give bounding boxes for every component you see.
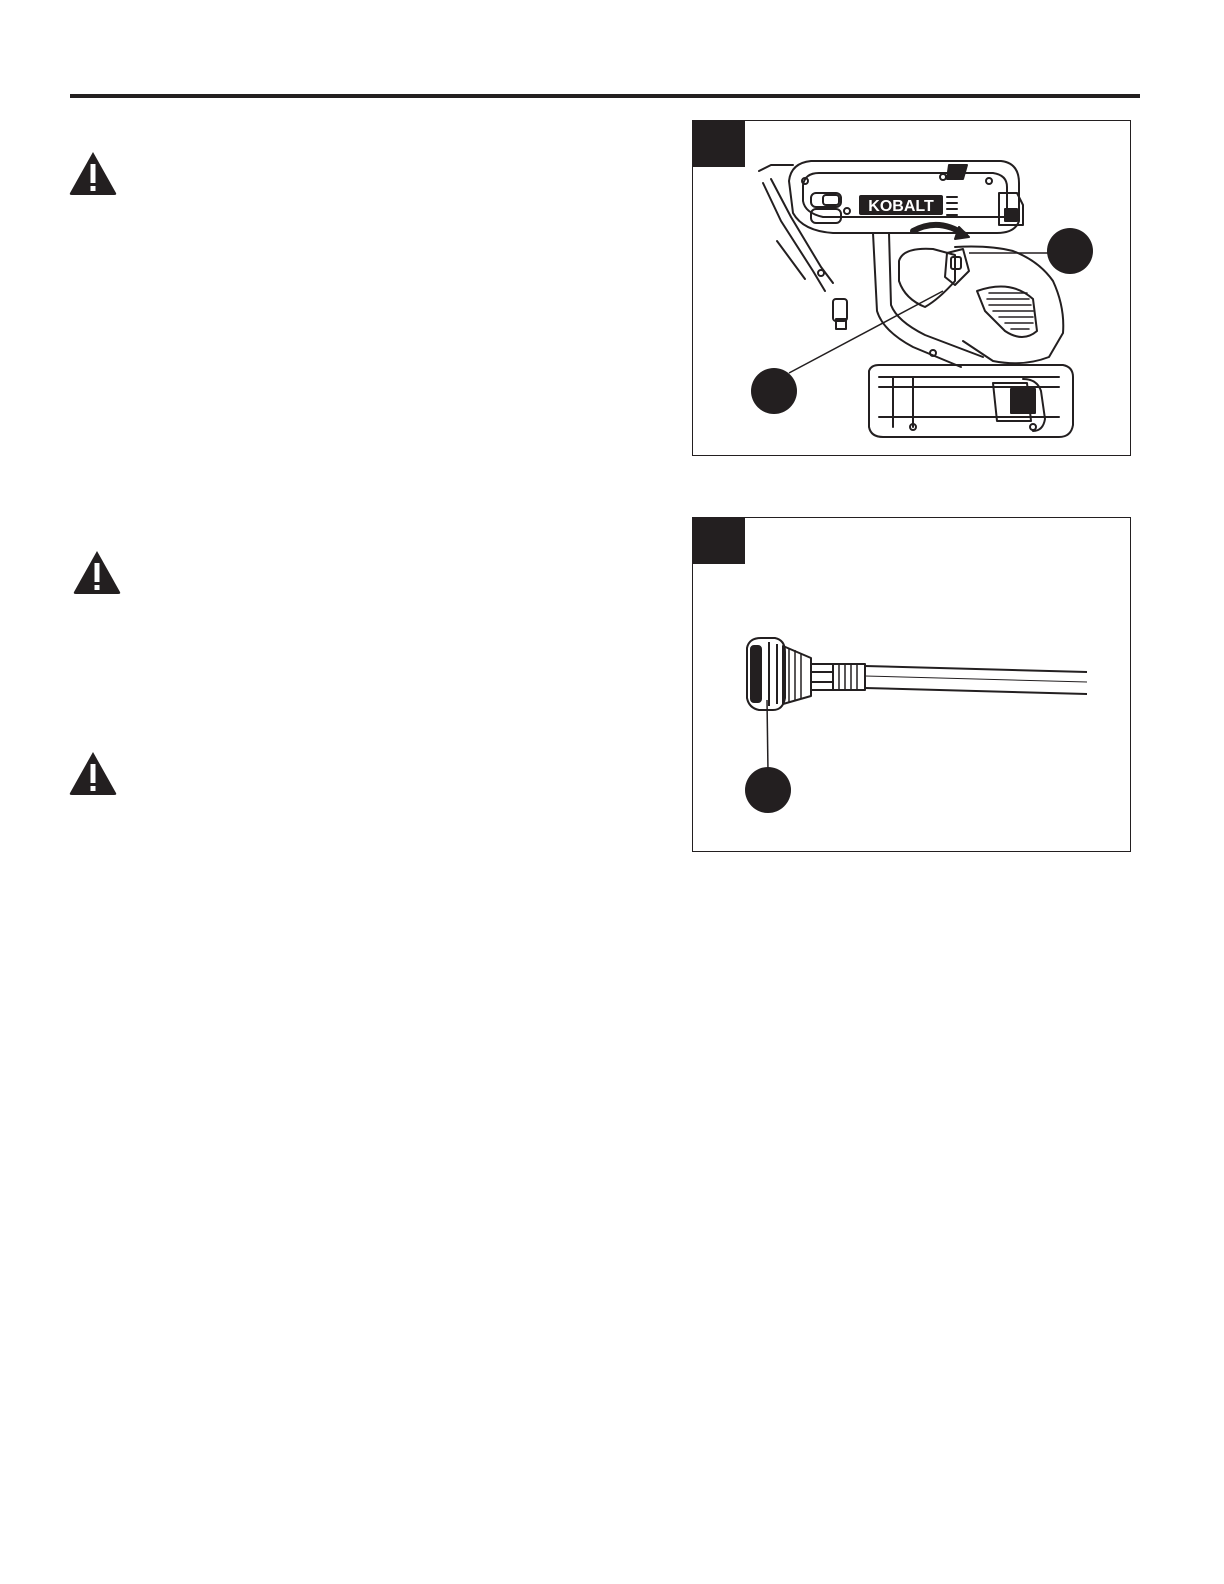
figure-hose-illustration xyxy=(692,517,1131,852)
pressure-washer-tool-drawing xyxy=(693,121,1132,457)
figure-tool-illustration xyxy=(692,120,1131,456)
callout-circle xyxy=(1047,228,1093,274)
warning-triangle-icon xyxy=(68,150,118,196)
warning-triangle-icon xyxy=(68,750,118,796)
header-rule xyxy=(70,94,1140,98)
hose-connector-drawing xyxy=(693,518,1132,853)
callout-circle xyxy=(745,767,791,813)
brand-logo-text: KOBALT xyxy=(868,198,934,215)
callout-circle xyxy=(751,368,797,414)
warning-triangle-icon xyxy=(72,549,122,595)
